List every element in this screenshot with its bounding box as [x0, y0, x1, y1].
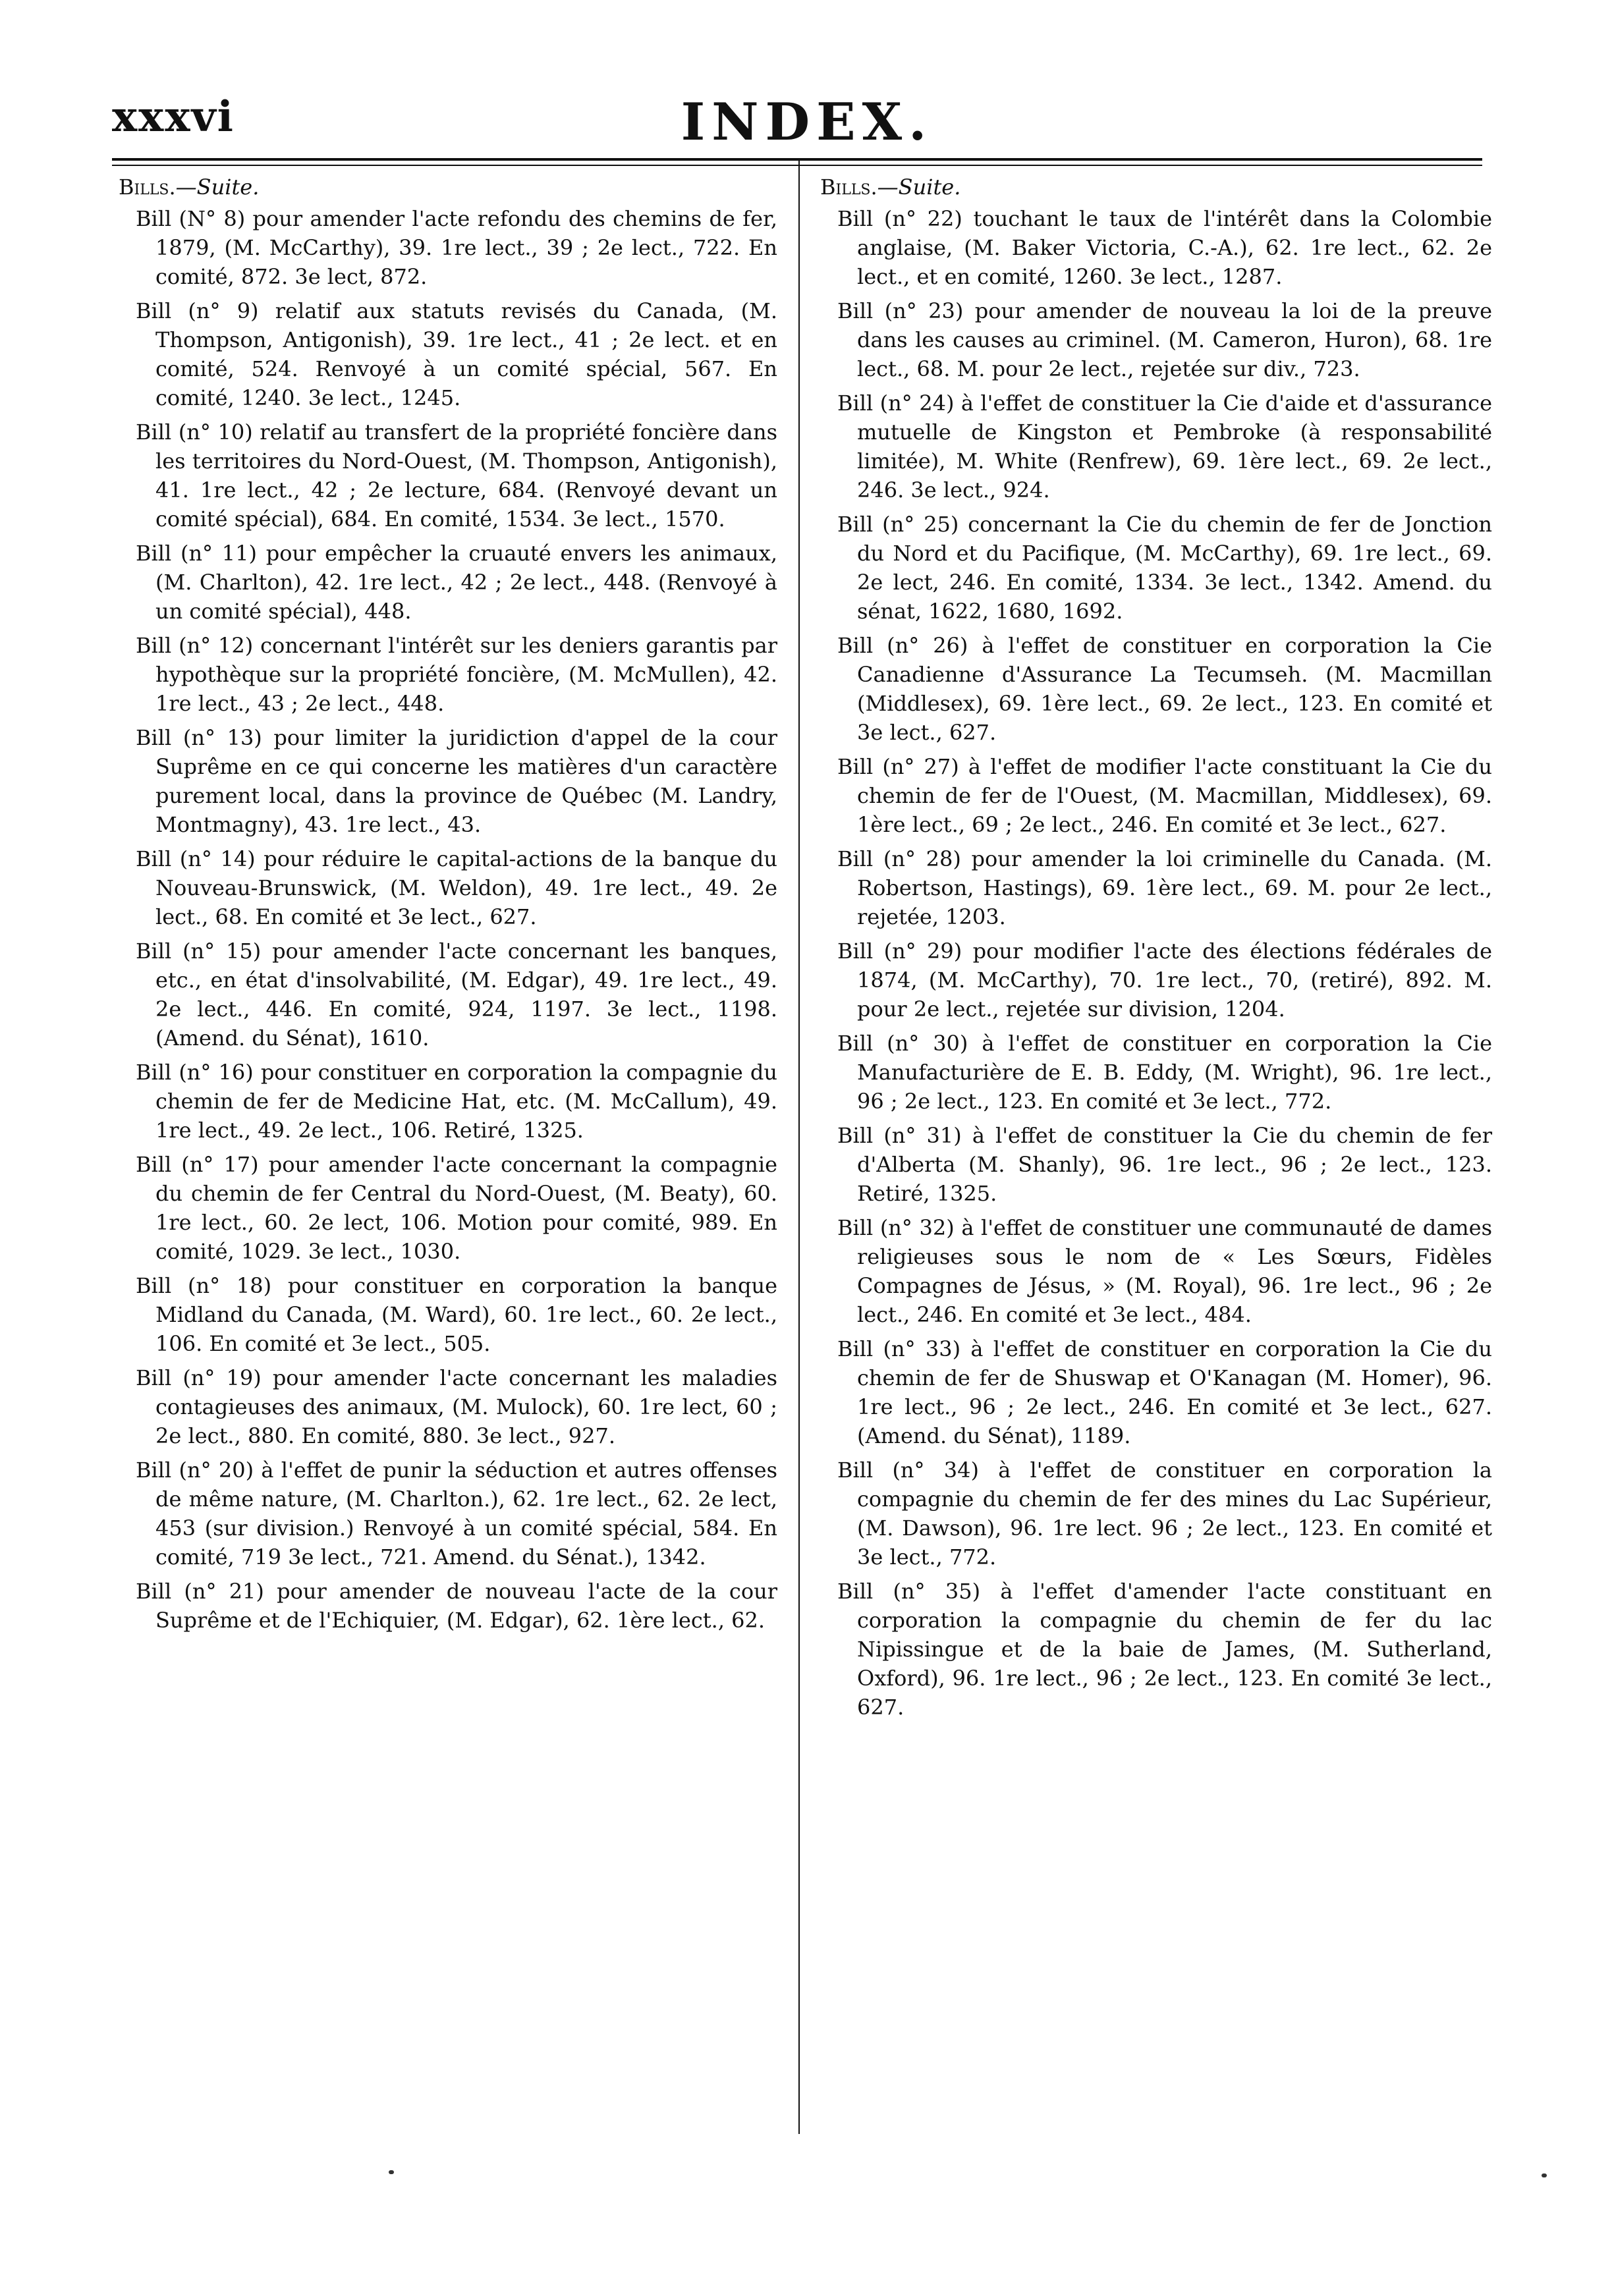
- section-heading-cont: —Suite.: [175, 175, 260, 200]
- index-entry: Bill (n° 23) pour amender de nouveau la loi de la preuve dans les causes au criminel. (M. Cameron, Huron), 68. 1re lect., 68. M. pour 2e lect., rejetée sur div., 723.: [837, 298, 1492, 381]
- index-entry: Bill (n° 35) à l'effet d'amender l'acte constituant en corporation la compagnie du chemin de fer du lac Nipissingue et de la baie de James, (M. Sutherland, Oxford), 96. 1re lect., 96 ; 2e lect., 123. En comité 3e lect., 627.: [837, 1579, 1492, 1720]
- section-heading-cont: —Suite.: [877, 175, 961, 200]
- index-entry: Bill (n° 12) concernant l'intérêt sur les deniers garantis par hypothèque sur la propriété foncière, (M. McMullen), 42. 1re lect., 43 ; 2e lect., 448.: [136, 633, 777, 716]
- column-divider: [798, 158, 800, 2134]
- index-entry: Bill (n° 24) à l'effet de constituer la Cie d'aide et d'assurance mutuelle de Kingston et Pembroke (à responsabilité limitée), M. White (Renfrew), 69. 1ère lect., 69. 2e lect., 246. 3e lect., 924.: [837, 391, 1492, 503]
- section-heading: [119, 173, 777, 202]
- index-entry: Bill (n° 27) à l'effet de modifier l'acte constituant la Cie du chemin de fer de l'Ouest, (M. Macmillan, Middlesex), 69. 1ère lect., 69 ; 2e lect., 246. En comité et 3e lect., 627.: [837, 754, 1492, 837]
- index-entry: Bill (n° 19) pour amender l'acte concernant les maladies contagieuses des animaux, (M. Mulock), 60. 1re lect, 60 ; 2e lect., 880. En comité, 880. 3e lect., 927.: [136, 1365, 777, 1448]
- index-entry: Bill (n° 32) à l'effet de constituer une communauté de dames religieuses sous le nom de « Les Sœurs, Fidèles Compagnes de Jésus, » (M. Royal), 96. 1re lect., 96 ; 2e lect., 246. En comité et 3e lect., 484.: [837, 1215, 1492, 1327]
- page-number: xxxvi: [112, 92, 235, 142]
- index-entry: Bill (n° 13) pour limiter la juridiction d'appel de la cour Suprême en ce qui concerne les matières d'un caractère purement local, dans la province de Québec (M. Landry, Montmagny), 43. 1re lect., 43.: [136, 725, 777, 837]
- page-header: [99, 92, 1515, 151]
- index-entry: Bill (n° 34) à l'effet de constituer en corporation la compagnie du chemin de fer des mines du Lac Supérieur, (M. Dawson), 96. 1re lect. 96 ; 2e lect., 123. En comité et 3e lect., 772.: [837, 1458, 1492, 1570]
- index-entry: Bill (n° 21) pour amender de nouveau l'acte de la cour Suprême et de l'Echiquier, (M. Edgar), 62. 1ère lect., 62.: [136, 1579, 777, 1633]
- right-column: [820, 173, 1492, 1727]
- index-entry: Bill (n° 10) relatif au transfert de la propriété foncière dans les territoires du Nord-Ouest, (M. Thompson, Antigonish), 41. 1re lect., 42 ; 2e lecture, 684. (Renvoyé devant un comité spécial), 684. En comité, 1534. 3e lect., 1570.: [136, 420, 777, 532]
- index-entry: Bill (n° 25) concernant la Cie du chemin de fer de Jonction du Nord et du Pacifique, (M. McCarthy), 69. 1re lect., 69. 2e lect, 246. En comité, 1334. 3e lect., 1342. Amend. du sénat, 1622, 1680, 1692.: [837, 512, 1492, 624]
- index-entry: Bill (n° 15) pour amender l'acte concernant les banques, etc., en état d'insolvabilité, (M. Edgar), 49. 1re lect., 49. 2e lect., 446. En comité, 924, 1197. 3e lect., 1198. (Amend. du Sénat), 1610.: [136, 939, 777, 1051]
- index-entry: Bill (n° 9) relatif aux statuts revisés du Canada, (M. Thompson, Antigonish), 39. 1re lect., 41 ; 2e lect. et en comité, 524. Renvoyé à un comité spécial, 567. En comité, 1240. 3e lect., 1245.: [136, 298, 777, 410]
- index-entry: Bill (n° 11) pour empêcher la cruauté envers les animaux, (M. Charlton), 42. 1re lect., 42 ; 2e lect., 448. (Renvoyé à un comité spécial), 448.: [136, 541, 777, 624]
- print-speck: [389, 2170, 394, 2174]
- index-entry: Bill (n° 18) pour constituer en corporation la banque Midland du Canada, (M. Ward), 60. 1re lect., 60. 2e lect., 106. En comité et 3e lect., 505.: [136, 1273, 777, 1356]
- index-entry: Bill (n° 16) pour constituer en corporation la compagnie du chemin de fer de Medicine Hat, etc. (M. McCallum), 49. 1re lect., 49. 2e lect., 106. Retiré, 1325.: [136, 1060, 777, 1143]
- index-entry-list: [119, 204, 777, 1635]
- index-entry: Bill (n° 22) touchant le taux de l'intérêt dans la Colombie anglaise, (M. Baker Victoria, C.-A.), 62. 1re lect., 62. 2e lect., et en comité, 1260. 3e lect., 1287.: [837, 206, 1492, 289]
- index-entry: Bill (N° 8) pour amender l'acte refondu des chemins de fer, 1879, (M. McCarthy), 39. 1re lect., 39 ; 2e lect., 722. En comité, 872. 3e lect, 872.: [136, 206, 777, 289]
- index-entry: Bill (n° 28) pour amender la loi criminelle du Canada. (M. Robertson, Hastings), 69. 1ère lect., 69. M. pour 2e lect., rejetée, 1203.: [837, 846, 1492, 929]
- index-entry: Bill (n° 30) à l'effet de constituer en corporation la Cie Manufacturière de E. B. Eddy, (M. Wright), 96. 1re lect., 96 ; 2e lect., 123. En comité et 3e lect., 772.: [837, 1031, 1492, 1114]
- index-entry: Bill (n° 17) pour amender l'acte concernant la compagnie du chemin de fer Central du Nord-Ouest, (M. Beaty), 60. 1re lect., 60. 2e lect, 106. Motion pour comité, 989. En comité, 1029. 3e lect., 1030.: [136, 1152, 777, 1264]
- index-entry: Bill (n° 29) pour modifier l'acte des élections fédérales de 1874, (M. McCarthy), 70. 1re lect., 70, (retiré), 892. M. pour 2e lect., rejetée sur division, 1204.: [837, 939, 1492, 1022]
- left-column: [119, 173, 777, 1640]
- index-entry: Bill (n° 20) à l'effet de punir la séduction et autres offenses de même nature, (M. Charlton.), 62. 1re lect., 62. 2e lect, 453 (sur division.) Renvoyé à un comité spécial, 584. En comité, 719 3e lect., 721. Amend. du Sénat.), 1342.: [136, 1458, 777, 1570]
- index-entry-list: [820, 204, 1492, 1722]
- page-title: INDEX.: [681, 92, 933, 152]
- index-entry: Bill (n° 14) pour réduire le capital-actions de la banque du Nouveau-Brunswick, (M. Weldon), 49. 1re lect., 49. 2e lect., 68. En comité et 3e lect., 627.: [136, 846, 777, 929]
- section-heading-name: Bills.: [820, 175, 877, 200]
- section-heading: [820, 173, 1492, 202]
- print-speck: [1542, 2173, 1547, 2177]
- header-rule-thin: [112, 165, 1482, 166]
- index-entry: Bill (n° 26) à l'effet de constituer en corporation la Cie Canadienne d'Assurance La Tecumseh. (M. Macmillan (Middlesex), 69. 1ère lect., 69. 2e lect., 123. En comité et 3e lect., 627.: [837, 633, 1492, 745]
- index-entry: Bill (n° 31) à l'effet de constituer la Cie du chemin de fer d'Alberta (M. Shanly), 96. 1re lect., 96 ; 2e lect., 123. Retiré, 1325.: [837, 1123, 1492, 1206]
- section-heading-name: Bills.: [119, 175, 176, 200]
- header-rule: [112, 158, 1482, 161]
- index-entry: Bill (n° 33) à l'effet de constituer en corporation la Cie du chemin de fer de Shuswap et O'Kanagan (M. Homer), 96. 1re lect., 96 ; 2e lect., 246. En comité et 3e lect., 627. (Amend. du Sénat), 1189.: [837, 1336, 1492, 1448]
